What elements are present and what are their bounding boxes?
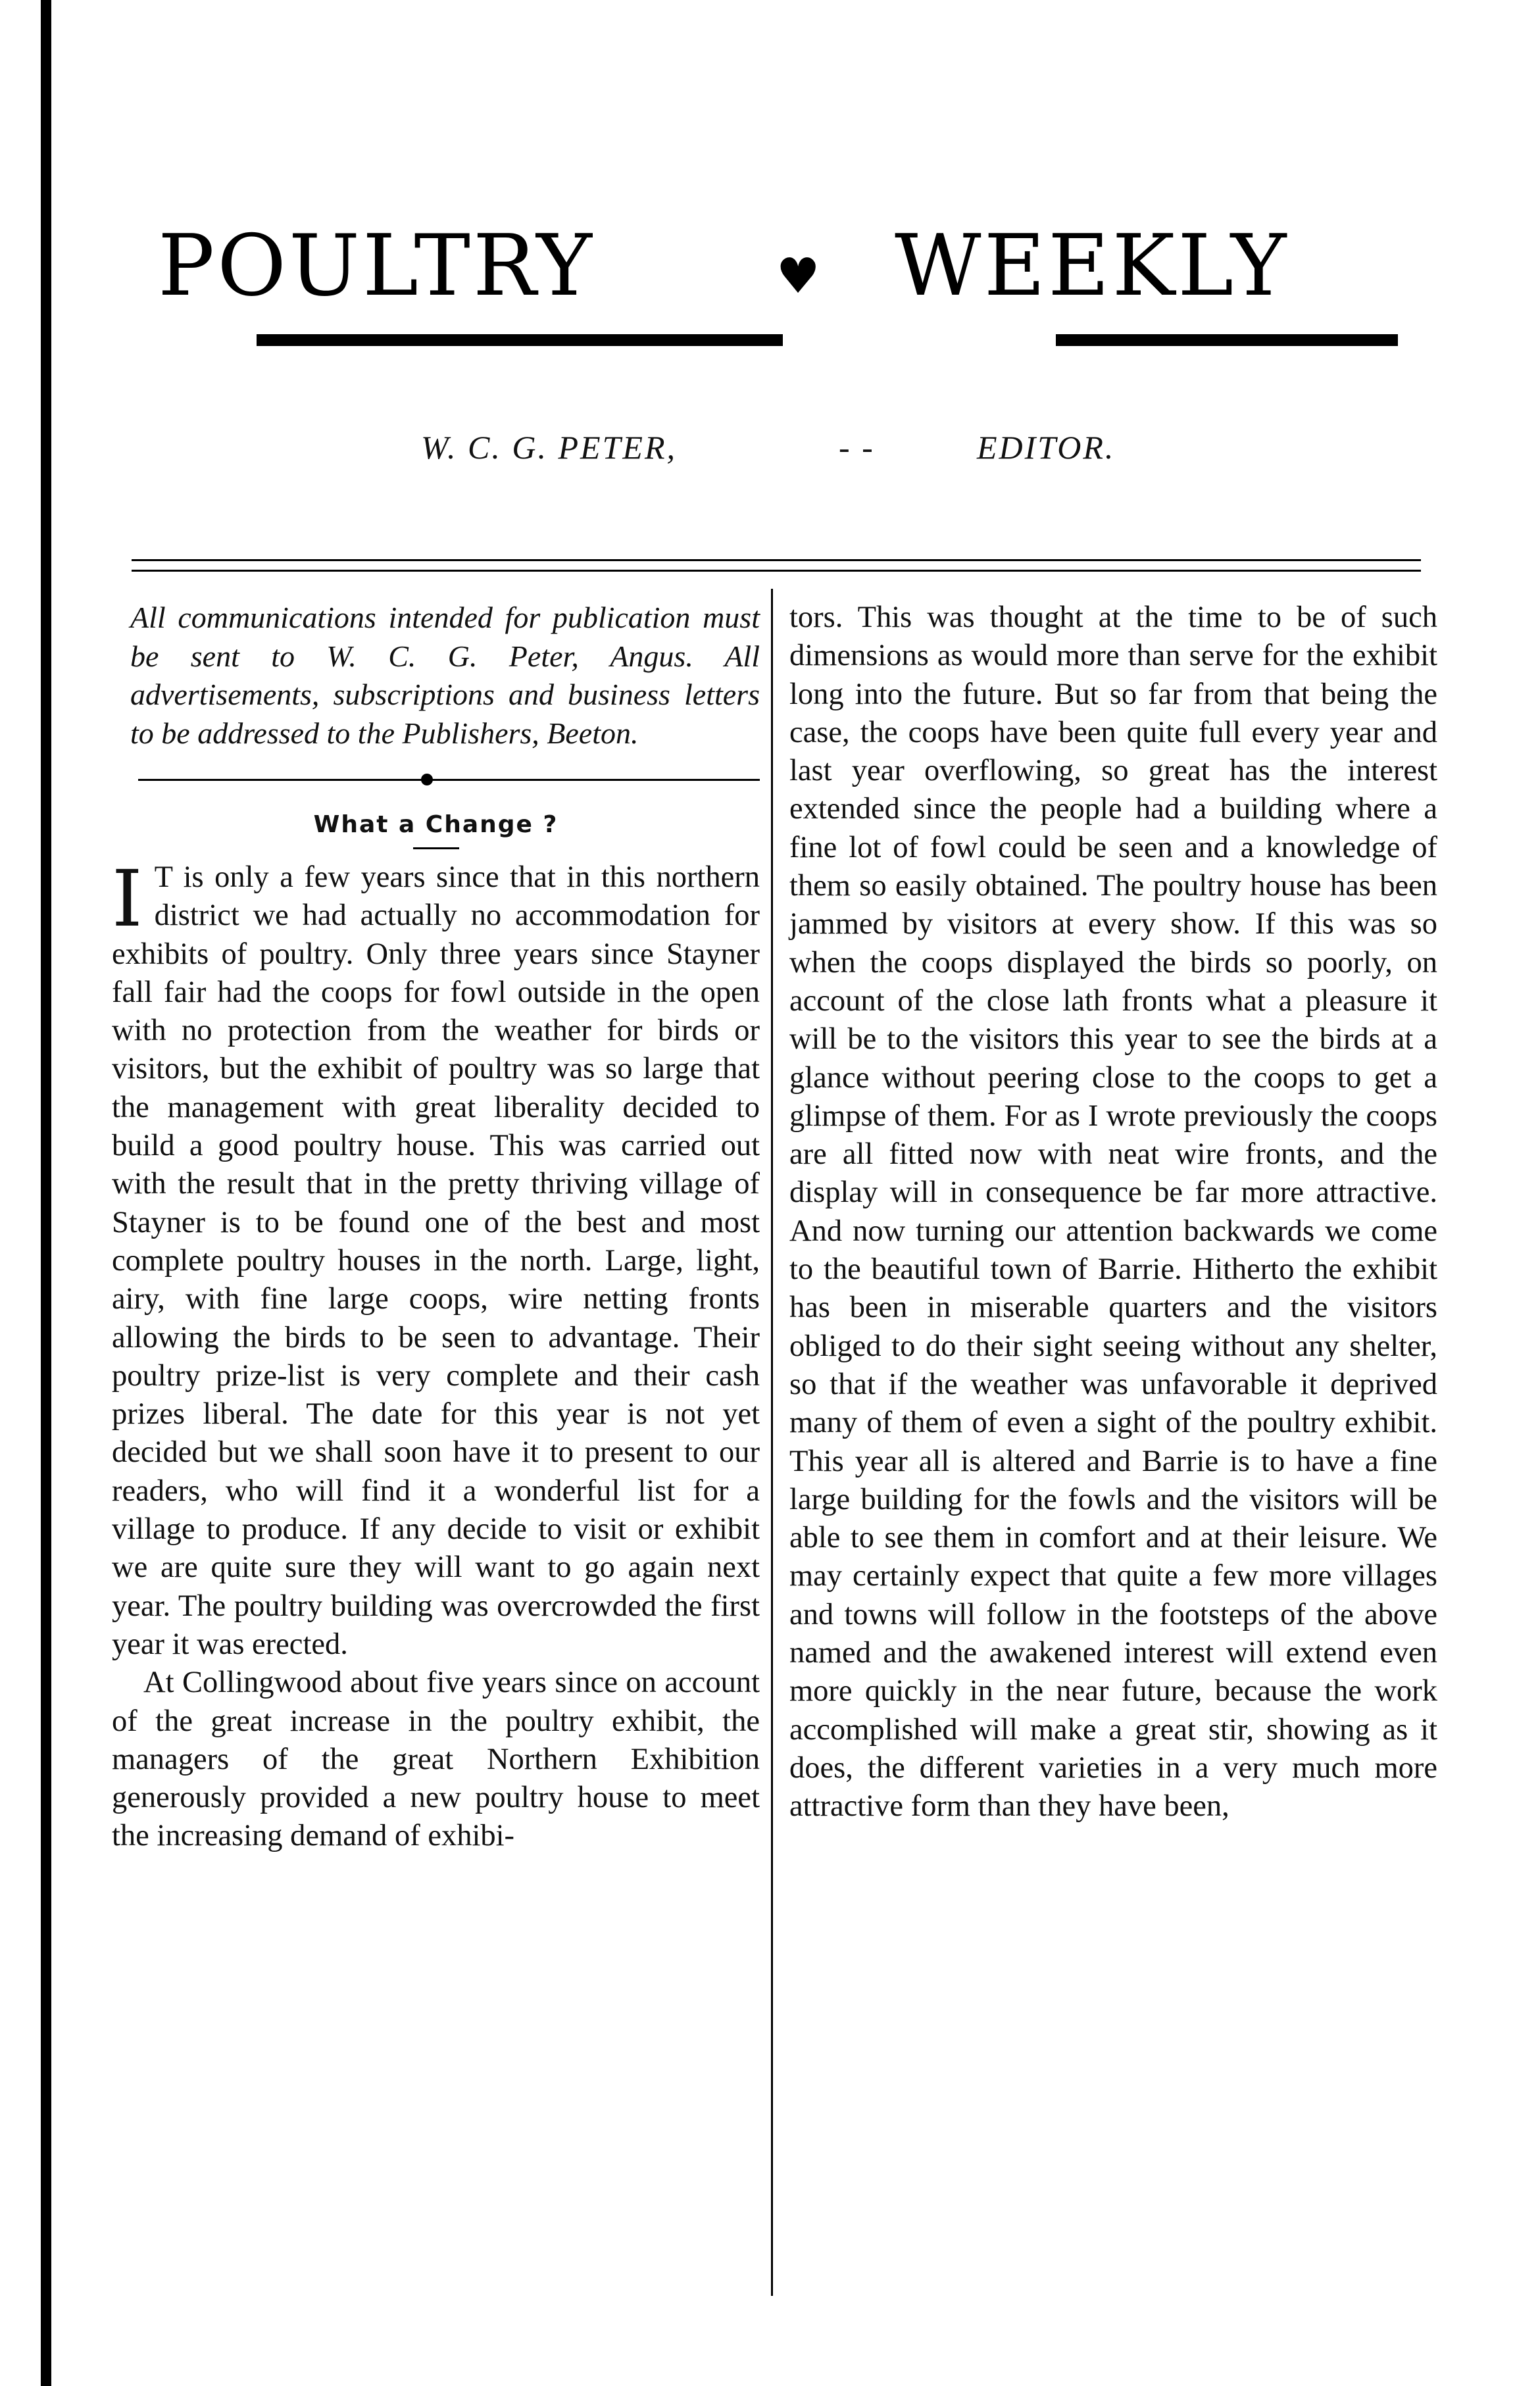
article-paragraph-1 [112,853,760,1664]
column-right [789,599,1437,1826]
paragraph-1-text: T is only a few years since that in this northern district we had actually no accommodation for exhibits of poultry. Only three years since Stayner fall fair had the coops for fowl outside in the open with no protection from the weather for birds or visitors, but the exhibit of poultry was so large that the management with great liberality decided to build a good poultry house. This was carried out with the result that in the pretty thriving village of Stayner is to be found one of the best and most complete poultry houses in the north. Large, light, airy, with fine large coops, wire netting fronts allowing the birds to be seen to advantage. Their poultry prize-list is very complete and their cash prizes liberal. The date for this year is not yet decided but we shall soon have it to present to our readers, who will find it a wonderful list for a village to produce. If any decide to visit or exhibit we are quite sure they will want to go again next year. The poultry building was overcrowded the first year it was erected. [112,860,760,1661]
header-rule-top [132,559,1421,561]
masthead [132,217,1421,388]
drop-cap: I [112,853,143,944]
masthead-title-left: POULTRY [158,217,595,315]
article-title: What a Change ? [313,811,559,838]
masthead-title-right: WEEKLY [895,217,1289,315]
editor-line [421,428,1210,467]
divider-dot-icon [421,774,433,785]
page-binding-edge [41,0,51,2386]
article-paragraph-2: At Collingwood about five years since on account of the great increase in the poultry exhibit, the managers of the great Northern Exhibition generously provided a new poultry house to meet the increasing demand of exhibi- [112,1666,760,1853]
masthead-underline-right [1056,334,1398,346]
masthead-underline-left [257,334,783,346]
header-rule-bottom [132,570,1421,572]
column-divider [771,589,773,2296]
editor-separator: - - [839,429,875,466]
column-left [112,599,760,1856]
editor-name: W. C. G. PETER, [421,429,677,466]
editor-title: EDITOR. [977,429,1116,466]
publication-notice: All communications intended for publication must be sent to W. C. G. Peter, Angus. All advertisements, subscriptions and business letters to be addressed to the Publishers, Beeton. [130,601,760,750]
heart-ornament-icon: ♥ [776,248,820,305]
article-paragraph-3: tors. This was thought at the time to be of such dimensions as would more than serve for the exhibit long into the future. But so far from that being the case, the coops have been quite full every year and last year overflowing, so great has the interest extended since the people had a building where a fine lot of fowl could be seen and a knowledge of them so easily obtained. The poultry house has been jammed by visitors at every show. If this was so when the coops displayed the birds so poorly, on account of the close lath fronts what a pleasure it will be to the visitors this year to see the birds at a glance without peering close to the coops to get a glimpse of them. For as I wrote previously the coops are all fitted now with neat wire fronts, and the display will in consequence be far more attractive. And now turning our attention backwards we come to the beautiful town of Barrie. Hitherto the exhibit has been in miserable quarters and the visitors obliged to do their sight seeing without any shelter, so that if the weather was unfavorable it deprived many of them of even a sight of the poultry exhibit. This year all is altered and Barrie is to have a fine large building for the fowls and the visitors will be able to see them in comfort and at their leisure. We may certainly expect that quite a few more villages and towns will follow in the footsteps of the above named and the awakened interest will extend even more quickly in the near future, because the work accomplished will make a great stir, showing as it does, the different varieties in a very much more attractive form than they have been, [789,601,1437,1824]
title-rule [413,847,459,849]
notice-divider [112,767,760,793]
